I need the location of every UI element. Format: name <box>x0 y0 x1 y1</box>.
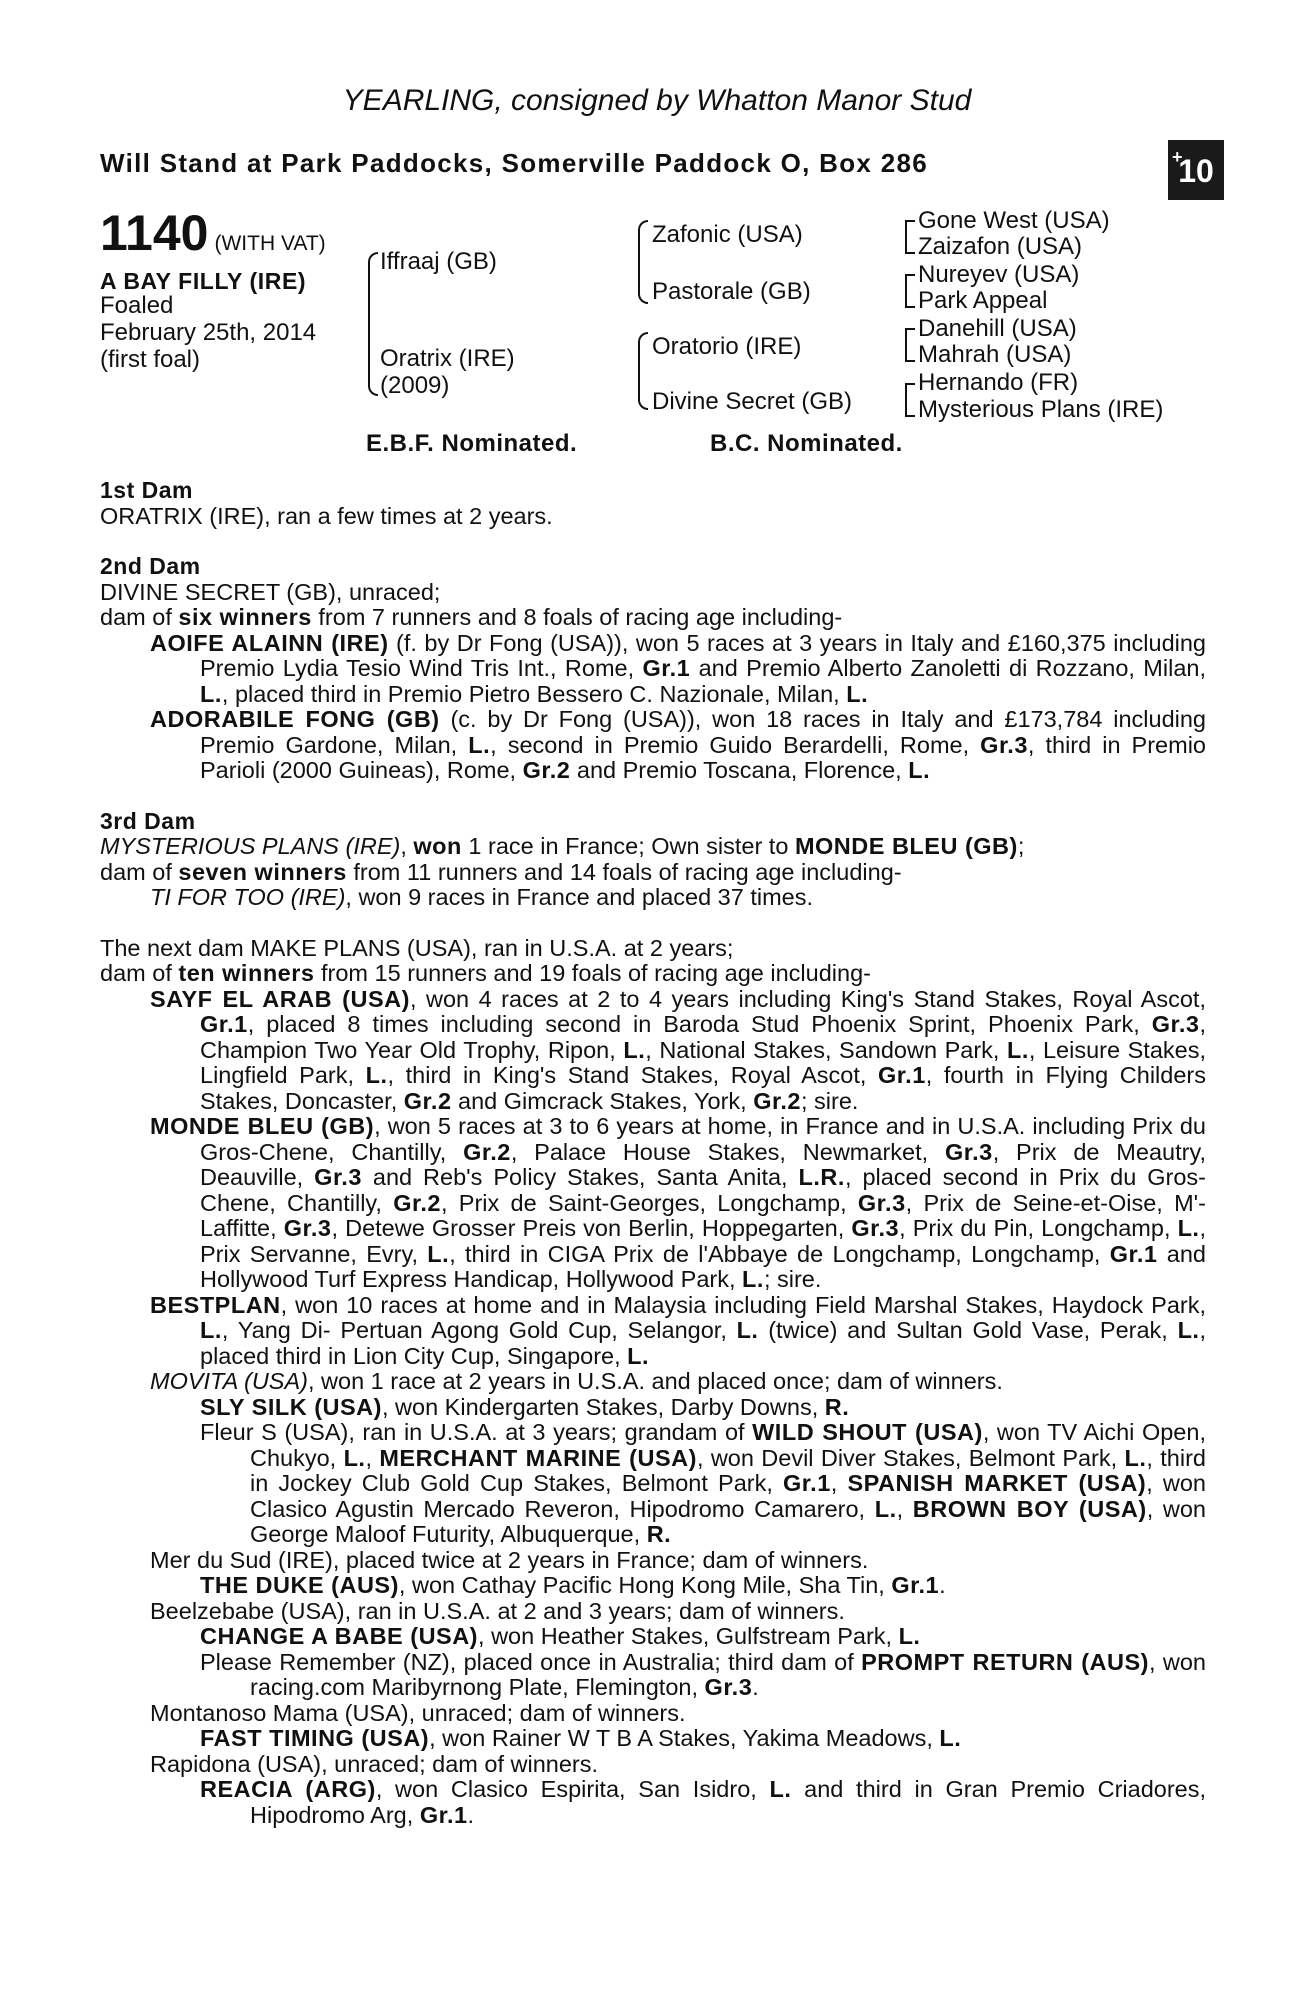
produce-fast-timing: FAST TIMING (USA), won Rainer W T B A Stakes, Yakima Meadows, L. <box>200 1725 962 1751</box>
pedigree-sire-sire: Zafonic (USA) <box>652 221 803 248</box>
produce-montanoso-mama: Montanoso Mama (USA), unraced; dam of winners. <box>150 1699 686 1726</box>
next-dam-line: The next dam MAKE PLANS (USA), ran in U.S.A. at 2 years; <box>100 934 734 961</box>
produce-mer-du-sud: Mer du Sud (IRE), placed twice at 2 years in France; dam of winners. <box>150 1546 869 1573</box>
brace-generation-1 <box>368 252 378 396</box>
produce-aoife-alainn: AOIFE ALAINN (IRE) (f. by Dr Fong (USA)), won 5 races at 3 years in Italy and £160,375 including Premio Lydia Tesio Wind Tris Int., Rome, Gr.1 and Premio Alberto Zanoletti di Rozzano, Milan, L., placed third in Premio Pietro Bessero C. Nazionale, Milan, L. <box>150 629 1206 707</box>
foal-note: (first foal) <box>100 346 201 373</box>
third-dam-line: MYSTERIOUS PLANS (IRE), won 1 race in France; Own sister to MONDE BLEU (GB); <box>100 833 1025 859</box>
pedigree-grand-8: Mysterious Plans (IRE) <box>918 396 1164 423</box>
dam-details <box>100 478 1206 1828</box>
brace-g2 <box>905 274 915 308</box>
pedigree-dam: Oratrix (IRE) <box>380 345 515 372</box>
lot-number-block <box>100 204 326 262</box>
pedigree-grand-1: Gone West (USA) <box>918 207 1110 234</box>
produce-adorabile-fong: ADORABILE FONG (GB) (c. by Dr Fong (USA)), won 18 races in Italy and £173,784 including Premio Gardone, Milan, L., second in Premio Guido Berardelli, Rome, Gr.3, third in Premio Parioli (2000 Guineas), Rome, Gr.2 and Premio Toscana, Florence, L. <box>150 706 1206 783</box>
pedigree-grand-2: Zaizafon (USA) <box>918 233 1083 260</box>
ebf-nomination: E.B.F. Nominated. <box>366 430 578 457</box>
third-dam-heading: 3rd Dam <box>100 807 196 834</box>
produce-bestplan: BESTPLAN, won 10 races at home and in Malaysia including Field Marshal Stakes, Haydock Park, L., Yang Di- Pertuan Agong Gold Cup, Selangor, L. (twice) and Sultan Gold Vase, Perak, L., placed third in Lion City Cup, Singapore, L. <box>150 1291 1206 1369</box>
produce-change-a-babe: CHANGE A BABE (USA), won Heather Stakes, Gulfstream Park, L. <box>200 1623 921 1649</box>
produce-reacia: REACIA (ARG), won Clasico Espirita, San Isidro, L. and third in Gran Premio Criadores, Hipodromo Arg, Gr.1. <box>200 1776 1207 1828</box>
pedigree-dam-sire: Oratorio (IRE) <box>652 333 802 360</box>
pedigree-grand-6: Mahrah (USA) <box>918 341 1072 368</box>
pedigree-grand-3: Nureyev (USA) <box>918 261 1080 288</box>
pedigree-grand-7: Hernando (FR) <box>918 369 1079 396</box>
stand-location: Will Stand at Park Paddocks, Somerville Paddock O, Box 286 <box>100 148 928 178</box>
next-dam-produce: dam of ten winners from 15 runners and 19 foals of racing age including- <box>100 960 871 986</box>
first-dam-text: ORATRIX (IRE), ran a few times at 2 years. <box>100 502 553 529</box>
produce-monde-bleu: MONDE BLEU (GB), won 5 races at 3 to 6 years at home, in France and in U.S.A. including Prix du Gros-Chene, Chantilly, Gr.2, Palace House Stakes, Newmarket, Gr.3, Prix de Meautry, Deauville, Gr.3 and Reb's Policy Stakes, Santa Anita, L.R., placed second in Prix du Gros-Chene, Chantilly, Gr.2, Prix de Saint-Georges, Longchamp, Gr.3, Prix de Seine-et-Oise, M'-Laffitte, Gr.3, Detewe Grosser Preis von Berlin, Hoppegarten, Gr.3, Prix du Pin, Longchamp, L., Prix Servanne, Evry, L., third in CIGA Prix de l'Abbaye de Longchamp, Longchamp, Gr.1 and Hollywood Turf Express Handicap, Hollywood Park, L.; sire. <box>150 1113 1207 1292</box>
second-dam-produce: dam of six winners from 7 runners and 8 foals of racing age including- <box>100 604 843 630</box>
produce-rapidona: Rapidona (USA), unraced; dam of winners. <box>150 1750 599 1777</box>
pedigree-sire: Iffraaj (GB) <box>380 248 497 275</box>
badge-number: 10 <box>1178 153 1214 189</box>
foal-info <box>100 292 316 373</box>
vat-note: (WITH VAT) <box>214 232 326 255</box>
second-dam-heading: 2nd Dam <box>100 553 201 579</box>
produce-sayf-el-arab: SAYF EL ARAB (USA), won 4 races at 2 to 4 years including King's Stand Stakes, Royal Ascot, Gr.1, placed 8 times including second in Baroda Stud Phoenix Sprint, Phoenix Park, Gr.3, Champion Two Year Old Trophy, Ripon, L., National Stakes, Sandown Park, L., Leisure Stakes, Lingfield Park, L., third in King's Stand Stakes, Royal Ascot, Gr.1, fourth in Flying Childers Stakes, Doncaster, Gr.2 and Gimcrack Stakes, York, Gr.2; sire. <box>150 985 1206 1114</box>
pedigree-grand-5: Danehill (USA) <box>918 315 1077 342</box>
pedigree-dam-dam: Divine Secret (GB) <box>652 388 853 415</box>
pedigree-grand-4: Park Appeal <box>918 287 1048 314</box>
brace-sire <box>638 220 648 304</box>
produce-fleur-s: Fleur S (USA), ran in U.S.A. at 3 years; grandam of WILD SHOUT (USA), won TV Aichi Open, Chukyo, L., MERCHANT MARINE (USA), won Devil Diver Stakes, Belmont Park, L., third in Jockey Club Gold Cup Stakes, Belmont Park, Gr.1, SPANISH MARKET (USA), won Clasico Agustin Mercado Reveron, Hipodromo Camarero, L., BROWN BOY (USA), won George Maloof Futurity, Albuquerque, R. <box>200 1419 1206 1547</box>
foaled-date: February 25th, 2014 <box>100 319 317 346</box>
produce-please-remember: Please Remember (NZ), placed once in Australia; third dam of PROMPT RETURN (AUS), won racing.com Maribyrnong Plate, Flemington, Gr.3. <box>200 1648 1206 1700</box>
produce-movita: MOVITA (USA), won 1 race at 2 years in U.S.A. and placed once; dam of winners. <box>150 1368 1003 1394</box>
produce-ti-for-too: TI FOR TOO (IRE), won 9 races in France and placed 37 times. <box>150 884 814 910</box>
lot-number: 1140 <box>100 205 209 261</box>
brace-g4 <box>905 383 915 417</box>
pedigree-dam-year: (2009) <box>380 372 450 399</box>
brace-dam <box>638 332 648 410</box>
lot-badge <box>1168 140 1224 200</box>
produce-sly-silk: SLY SILK (USA), won Kindergarten Stakes, Darby Downs, R. <box>200 1393 850 1420</box>
badge-plus: + <box>1172 147 1183 167</box>
brace-g3 <box>905 328 915 362</box>
horse-name: A BAY FILLY (IRE) <box>100 268 307 294</box>
bc-nomination: B.C. Nominated. <box>710 430 903 457</box>
second-dam-line: DIVINE SECRET (GB), unraced; <box>100 578 441 605</box>
pedigree-sire-dam: Pastorale (GB) <box>652 278 811 305</box>
produce-the-duke: THE DUKE (AUS), won Cathay Pacific Hong Kong Mile, Sha Tin, Gr.1. <box>200 1572 946 1598</box>
produce-beelzebabe: Beelzebabe (USA), ran in U.S.A. at 2 and 3 years; dam of winners. <box>150 1597 845 1624</box>
page-title: YEARLING, consigned by Whatton Manor Stud <box>342 84 972 117</box>
foaled-label: Foaled <box>100 292 174 319</box>
brace-g1 <box>905 220 915 254</box>
first-dam-heading: 1st Dam <box>100 477 193 503</box>
third-dam-produce: dam of seven winners from 11 runners and 14 foals of racing age including- <box>100 858 902 885</box>
